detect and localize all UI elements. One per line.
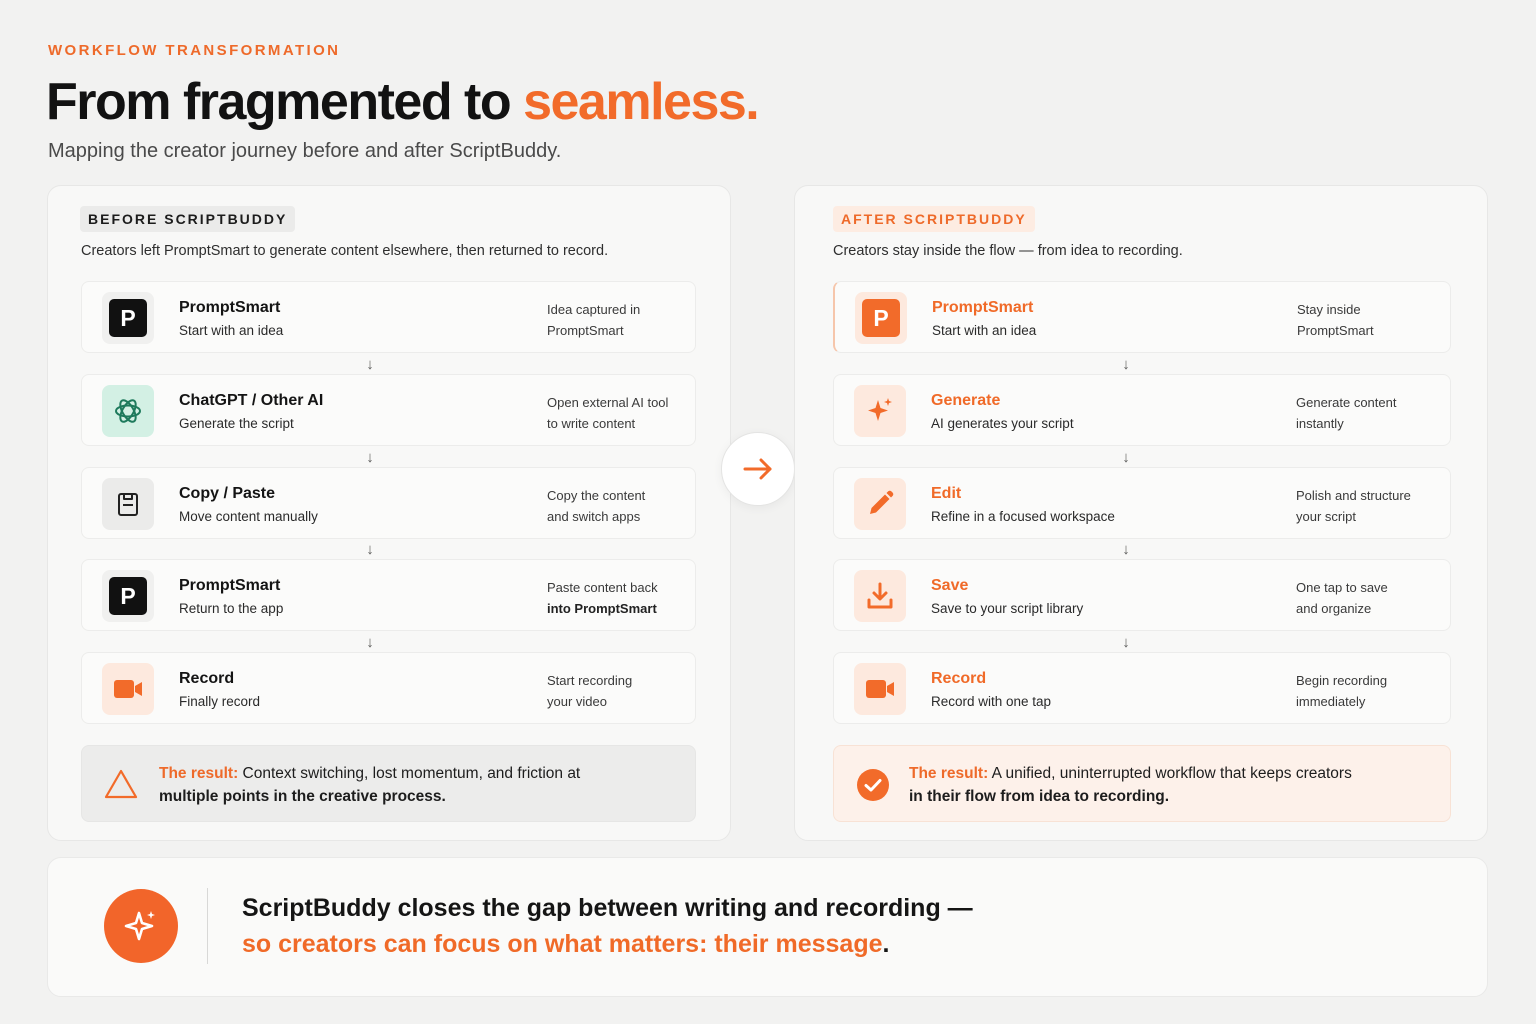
summary-banner [47, 857, 1488, 997]
step-subtitle: Refine in a focused workspace [931, 509, 1115, 524]
step-note: Copy the content and switch apps [547, 488, 646, 524]
step-subtitle: Generate the script [179, 416, 294, 431]
divider [207, 888, 208, 964]
before-step-chatgpt [81, 374, 696, 446]
step-title: Record [179, 670, 235, 687]
after-step-save [833, 559, 1451, 631]
before-step-record [81, 652, 696, 724]
step-subtitle: Record with one tap [931, 694, 1052, 709]
video-camera-icon [102, 663, 154, 715]
step-note: Idea captured in PromptSmart [547, 302, 641, 338]
step-subtitle: AI generates your script [931, 416, 1074, 431]
step-title: PromptSmart [179, 299, 281, 316]
after-step-generate [833, 374, 1451, 446]
promptsmart-logo-icon: P [102, 292, 154, 344]
eyebrow-label: WORKFLOW TRANSFORMATION [48, 42, 341, 59]
arrow-down-icon: ↓ [1122, 449, 1130, 466]
after-step-record [833, 652, 1451, 724]
step-note: Paste content back into PromptSmart [547, 580, 658, 616]
after-badge: AFTER SCRIPTBUDDY [833, 206, 1035, 232]
after-panel [794, 185, 1488, 841]
arrow-down-icon: ↓ [366, 634, 374, 651]
step-note: Stay inside PromptSmart [1297, 302, 1374, 338]
before-step-promptsmart-return [81, 559, 696, 631]
sparkle-icon [104, 889, 178, 963]
step-title: ChatGPT / Other AI [179, 392, 324, 409]
step-note: One tap to save and organize [1296, 580, 1388, 616]
clipboard-icon [102, 478, 154, 530]
arrow-down-icon: ↓ [1122, 541, 1130, 558]
before-step-promptsmart [81, 281, 696, 353]
chatgpt-logo-icon [102, 385, 154, 437]
before-badge: BEFORE SCRIPTBUDDY [80, 206, 295, 232]
step-note: Begin recording immediately [1296, 673, 1388, 709]
before-description: Creators left PromptSmart to generate content elsewhere, then returned to record. [81, 243, 609, 259]
step-note: Open external AI tool to write content [547, 395, 669, 431]
after-step-edit [833, 467, 1451, 539]
sparkle-icon [854, 385, 906, 437]
pencil-icon [854, 478, 906, 530]
result-text: The result: Context switching, lost momentum, and friction at multiple points in the creative process. [159, 765, 581, 805]
result-text: The result: A unified, uninterrupted workflow that keeps creators in their flow from idea to recording. [909, 765, 1352, 805]
checkmark-circle-icon [856, 768, 890, 807]
arrow-down-icon: ↓ [366, 356, 374, 373]
arrow-down-icon: ↓ [1122, 356, 1130, 373]
step-subtitle: Return to the app [179, 601, 284, 616]
step-title: PromptSmart [179, 577, 281, 594]
arrow-down-icon: ↓ [1122, 634, 1130, 651]
summary-line-1: ScriptBuddy closes the gap between writing and recording — [242, 894, 973, 922]
transition-arrow-icon [721, 432, 795, 506]
video-camera-icon [854, 663, 906, 715]
before-step-copy-paste [81, 467, 696, 539]
step-subtitle: Start with an idea [179, 323, 284, 338]
after-step-promptsmart [833, 281, 1451, 353]
promptsmart-logo-icon: P [855, 292, 907, 344]
arrow-down-icon: ↓ [366, 541, 374, 558]
step-note: Generate content instantly [1296, 395, 1397, 431]
promptsmart-logo-icon: P [102, 570, 154, 622]
step-title: PromptSmart [932, 299, 1034, 316]
step-title: Edit [931, 485, 962, 502]
title-accent: seamless. [523, 73, 759, 131]
page-title [46, 72, 758, 132]
after-description: Creators stay inside the flow — from idea to recording. [833, 243, 1183, 259]
step-note: Start recording your video [547, 673, 633, 709]
title-main: From fragmented to [46, 73, 524, 131]
step-title: Generate [931, 392, 1001, 409]
summary-line-2: so creators can focus on what matters: their message. [242, 930, 890, 958]
step-subtitle: Move content manually [179, 509, 318, 524]
warning-icon [104, 768, 138, 805]
step-note: Polish and structure your script [1296, 488, 1411, 524]
arrow-down-icon: ↓ [366, 449, 374, 466]
after-result-callout [833, 745, 1451, 822]
step-subtitle: Start with an idea [932, 323, 1037, 338]
before-result-callout [81, 745, 696, 822]
before-panel [47, 185, 731, 841]
step-subtitle: Finally record [179, 694, 261, 709]
page-subtitle: Mapping the creator journey before and after ScriptBuddy. [48, 140, 562, 162]
step-title: Copy / Paste [179, 485, 276, 502]
step-title: Record [931, 670, 987, 687]
download-icon [854, 570, 906, 622]
step-subtitle: Save to your script library [931, 601, 1084, 616]
step-title: Save [931, 577, 969, 594]
